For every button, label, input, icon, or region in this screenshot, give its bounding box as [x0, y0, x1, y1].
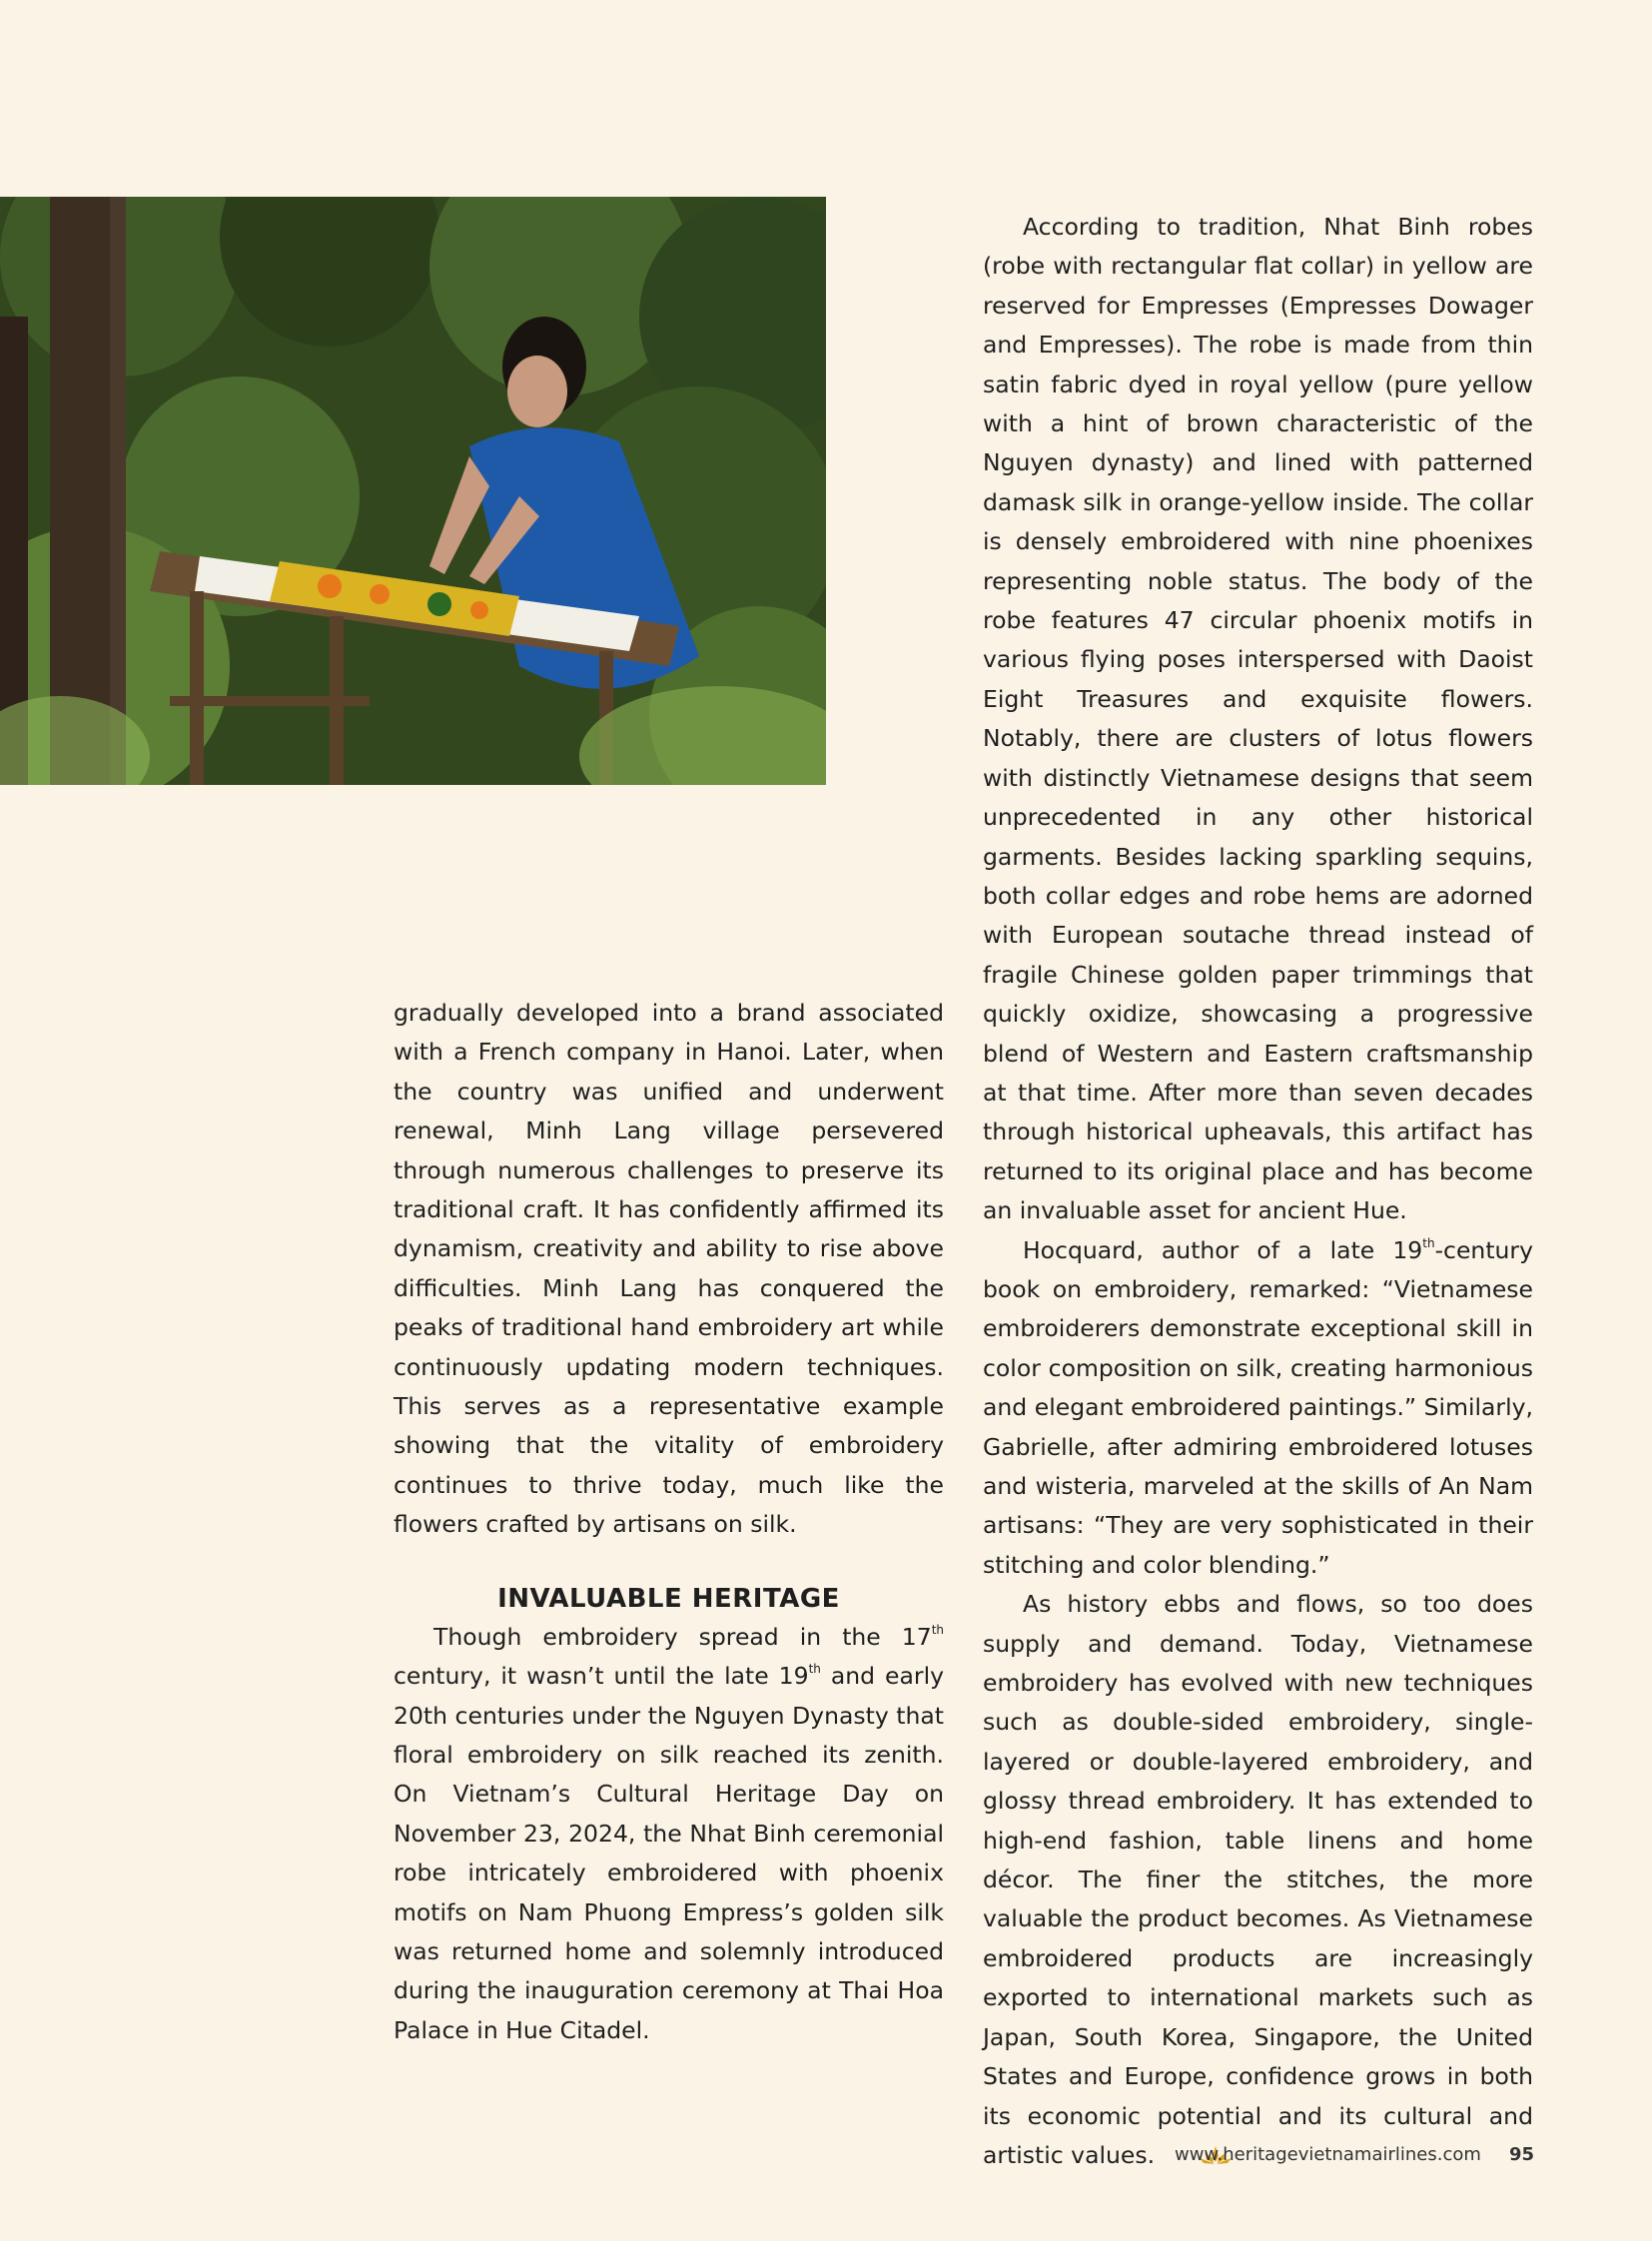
page-number: 95 — [1508, 2144, 1534, 2165]
hocquard-text-a: Hocquard, author of a late 19 — [1023, 1235, 1423, 1264]
embroidery-photo-illustration — [0, 197, 826, 785]
superscript-th: th — [1422, 1235, 1435, 1250]
left-text-column — [394, 994, 944, 2050]
left-paragraph-heritage — [394, 1618, 944, 2050]
right-paragraph-hocquard — [983, 1231, 1533, 1586]
left-paragraph-continuation: gradually developed into a brand associated with a French company in Hanoi. Later, when the country was unified and underwent renewal, Minh Lang village persevered through numerous challenges to preserve its traditional craft. It has confidently affirmed its dynamism, creativity and ability to rise above difficulties. Minh Lang has conquered the peaks of traditional hand embroidery art while continuously updating modern techniques. This serves as a representative example showing that the vitality of embroidery continues to thrive today, much like the flowers crafted by artisans on silk. — [394, 999, 944, 1539]
heritage-text-b: century, it wasn’t until the late 19 — [394, 1662, 809, 1691]
footer-url: www.heritagevietnamairlines.com — [1175, 2144, 1481, 2165]
right-paragraph-history — [983, 1585, 1533, 2178]
section-heading: INVALUABLE HERITAGE — [497, 1583, 840, 1614]
superscript-th: th — [931, 1622, 944, 1637]
superscript-th: th — [808, 1662, 821, 1677]
right-paragraph-robe: According to tradition, Nhat Binh robes (robe with rectangular flat collar) in yellow are reserved for Empresses (Empresses Dowager and Empresses). The robe is made from thin satin fabric dyed in royal yellow (pure yellow with a hint of brown characteristic of the Nguyen dynasty) and lined with patterned damask silk in orange-yellow inside. The collar is densely embroidered with nine phoenixes representing noble status. The body of the robe features 47 circular phoenix motifs in various flying poses interspersed with Daoist Eight Treasures and exquisite flowers. Notably, there are clusters of lotus flowers with distinctly Vietnamese designs that seem unprecedented in any other historical garments. Besides lacking sparkling sequins, both collar edges and robe hems are adorned with European soutache thread instead of fragile Chinese golden paper trimmings that quickly oxidize, showcasing a progressive blend of Western and Eastern craftsmanship at that time. After more than seven decades through historical upheavals, this artifact has returned to its original place and has become an invaluable asset for ancient Hue. — [983, 213, 1533, 1225]
page-footer — [1175, 2144, 1534, 2165]
right-text-column — [983, 208, 1533, 2178]
history-text: As history ebbs and flows, so too does supply and demand. Today, Vietnamese embroidery has evolved with new techniques such as double-sided embroidery, single-layered or double-layered embroidery, and glossy thread embroidery. It has extended to high-end fashion, table linens and home décor. The finer the stitches, the more valuable the product becomes. As Vietnamese embroidered products are increasingly exported to international markets such as Japan, South Korea, Singapore, the United States and Europe, confidence grows in both its economic potential and its cultural and artistic values. — [983, 1590, 1533, 2169]
heritage-text-c: and early 20th centuries under the Nguyen Dynasty that floral embroidery on silk reached its zenith. On Vietnam’s Cultural Heritage Day on November 23, 2024, the Nhat Binh ceremonial robe intricately embroidered with phoenix motifs on Nam Phuong Empress’s golden silk was returned home and solemnly introduced during the inauguration ceremony at Thai Hoa Palace in Hue Citadel. — [394, 1662, 945, 2044]
hocquard-text-b: -century book on embroidery, remarked: “Vietnamese embroiderers demonstrate exceptional skill in color composition on silk, creating harmonious and elegant embroidered paintings.” Similarly, Gabrielle, after admiring embroidered lotuses and wisteria, marveled at the skills of An Nam artisans: “They are very sophisticated in their stitching and color blending.” — [983, 1235, 1533, 1579]
photo-woman-embroidering — [0, 197, 826, 785]
heritage-text-a: Though embroidery spread in the 17 — [433, 1622, 932, 1651]
